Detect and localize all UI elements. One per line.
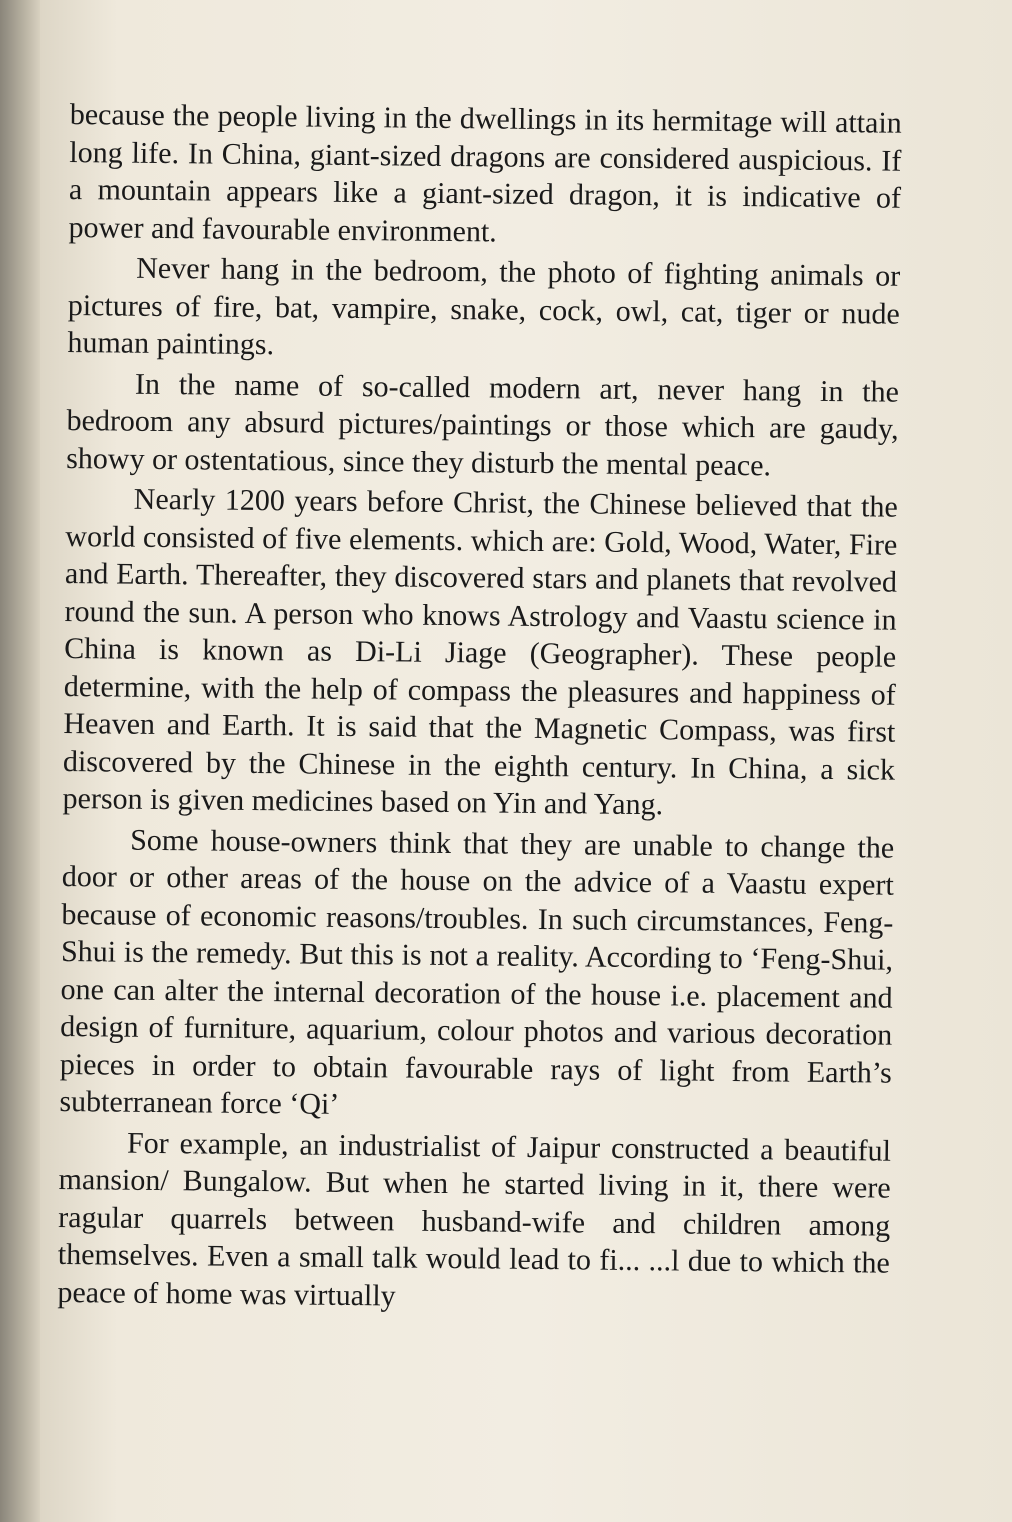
paragraph-feng-shui-remedy: Some house-owners think that they are unable to change the door or other areas of the house on the advice of a Vaastu expert because of economic reasons/troubles. In such circumstances, Feng-Shui is the remedy. But this is not a reality. According to ‘Feng-Shui, one can alter the internal decoration of the house i.e. placement and design of furniture, aquarium, colour photos and various decoration pieces in order to obtain favourable rays of light from Earth’s subterranean force ‘Qi’: [59, 823, 895, 1121]
body-text: [57, 96, 902, 1323]
paragraph-modern-art: In the name of so-called modern art, never hang in the bedroom any absurd pictures/paintings or those which are gaudy, showy or ostentatious, since they disturb the mental peace.: [66, 367, 900, 482]
book-page: [40, 0, 1012, 1522]
paragraph-dragon-auspicious: because the people living in the dwellings in its hermitage will attain long life. In China, giant-sized dragons are considered auspicious. If a mountain appears like a giant-sized dragon, it is indicative of power and favourable environment.: [68, 97, 902, 248]
paragraph-five-elements: Nearly 1200 years before Christ, the Chinese believed that the world consisted of five elements. which are: Gold, Wood, Water, Fire and Earth. Thereafter, they discovered stars and planets that revolved round the sun. A person who knows Astrology and Vaastu science in China is known as Di-Li Jiage (Geographer). These people determine, with the help of compass the pleasures and happiness of Heaven and Earth. It is said that the Magnetic Compass, was first discovered by the Chinese in the eighth century. In China, a sick person is given medicines based on Yin and Yang.: [62, 482, 898, 822]
paragraph-jaipur-example: For example, an industrialist of Jaipur constructed a beautiful mansion/ Bungalow. But when he started living in it, there were ragular quarrels between husband-wife and children among themselves. Even a small talk would lead to fi... ...l due to which the peace of home was virtually: [57, 1126, 892, 1312]
book-gutter-shadow: [0, 0, 40, 1522]
paragraph-bedroom-photos: Never hang in the bedroom, the photo of fighting animals or pictures of fire, bat, vampire, snake, cock, owl, cat, tiger or nude human paintings.: [67, 251, 901, 362]
